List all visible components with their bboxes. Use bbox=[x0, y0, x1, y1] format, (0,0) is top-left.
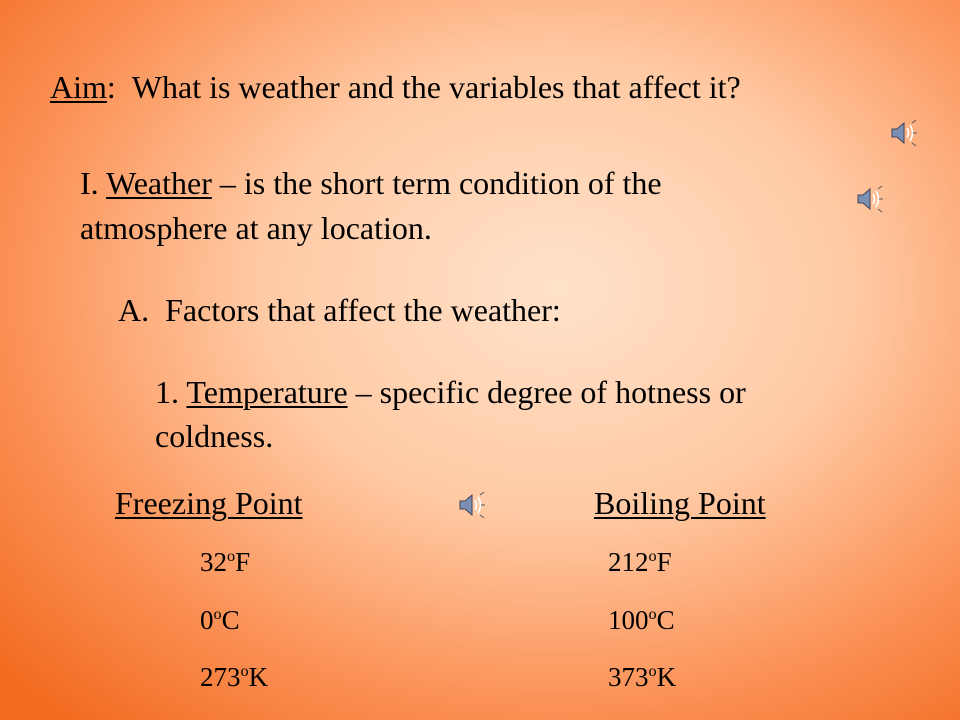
boiling-header: Boiling Point bbox=[594, 485, 766, 521]
weather-line-2 bbox=[80, 209, 432, 247]
weather-definition: – is the short term condition of the bbox=[219, 165, 662, 201]
freezing-header-line bbox=[115, 484, 303, 522]
freezing-header: Freezing Point bbox=[115, 485, 303, 521]
speaker-icon[interactable] bbox=[456, 490, 486, 520]
freezing-value: 0$^o$C bbox=[200, 605, 240, 635]
factors-letter: A. bbox=[118, 292, 150, 328]
weather-term: Weather bbox=[106, 165, 212, 201]
factors-text: Factors that affect the weather: bbox=[165, 292, 561, 328]
boiling-value: 373$^o$K bbox=[608, 662, 677, 692]
aim-label: Aim bbox=[50, 69, 107, 105]
speaker-icon[interactable] bbox=[854, 184, 884, 214]
weather-definition-2: atmosphere at any location. bbox=[80, 210, 432, 246]
temperature-number: 1. bbox=[155, 374, 179, 410]
factors-line bbox=[118, 291, 561, 329]
aim-text: What is weather and the variables that affect it? bbox=[131, 69, 741, 105]
boiling-header-line bbox=[594, 484, 766, 522]
weather-number: I. bbox=[80, 165, 99, 201]
freezing-value: 273$^o$K bbox=[200, 662, 269, 692]
temperature-term: Temperature bbox=[186, 374, 348, 410]
temperature-line bbox=[155, 373, 746, 411]
freezing-value: 32$^o$F bbox=[200, 547, 251, 577]
boiling-value: 100$^o$C bbox=[608, 605, 675, 635]
temperature-definition-2: coldness. bbox=[155, 418, 274, 454]
speaker-icon[interactable] bbox=[888, 118, 918, 148]
weather-line bbox=[80, 164, 662, 202]
boiling-value: 212$^o$F bbox=[608, 547, 672, 577]
temperature-definition: – specific degree of hotness or bbox=[355, 374, 746, 410]
temperature-line-2 bbox=[155, 417, 273, 455]
aim-line: Aim: What is weather and the variables that affect it? bbox=[50, 69, 741, 105]
